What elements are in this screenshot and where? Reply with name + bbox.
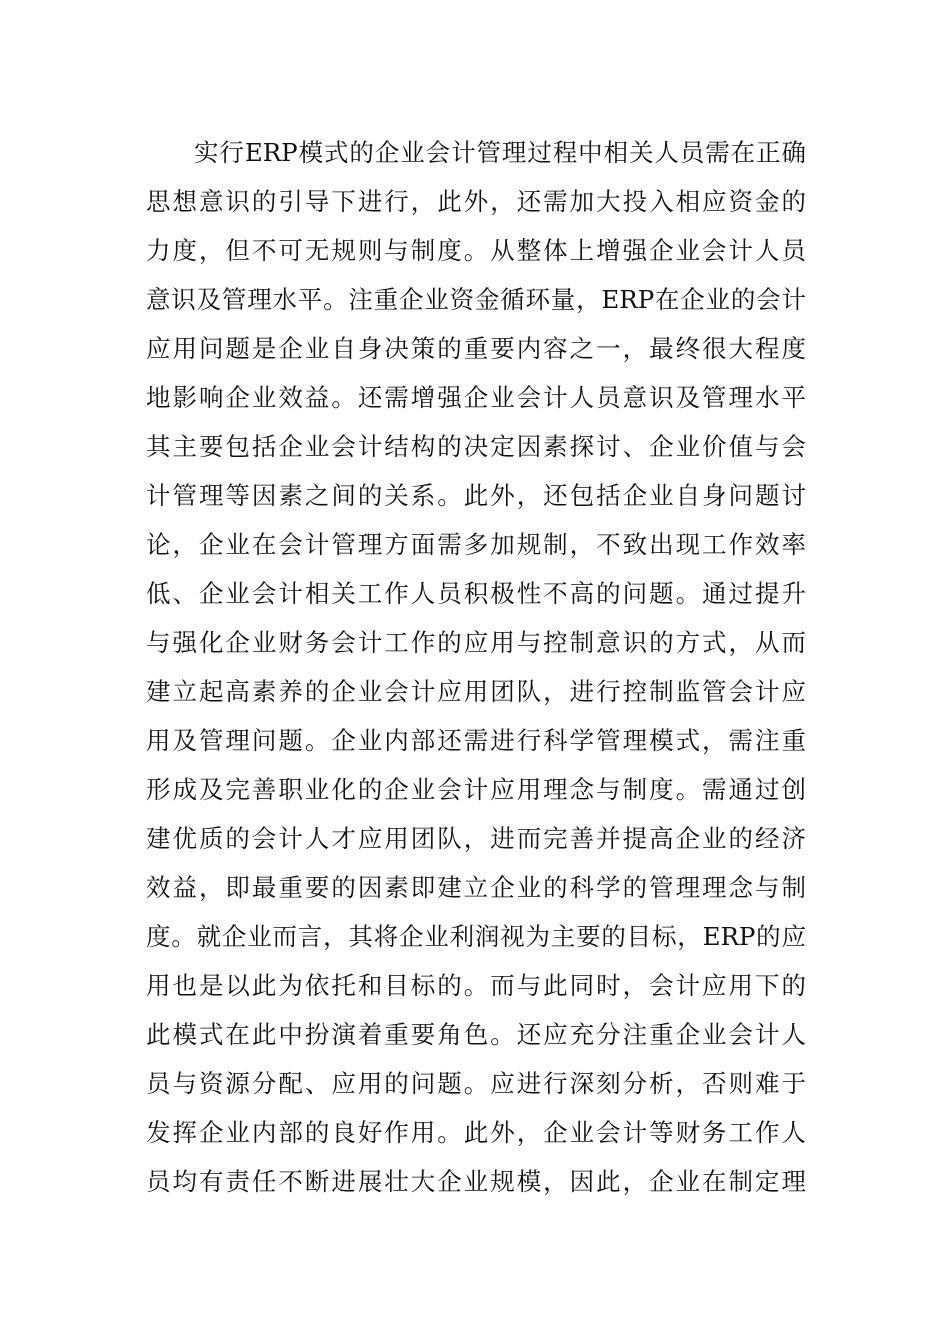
text-line: 用及管理问题。企业内部还需进行科学管理模式，需注重 xyxy=(146,726,806,755)
text-line: 建优质的会计人才应用团队，进而完善并提高企业的经济 xyxy=(146,824,806,853)
text-line: 论，企业在会计管理方面需多加规制，不致出现工作效率 xyxy=(146,530,806,559)
text-line: 低、企业会计相关工作人员积极性不高的问题。通过提升 xyxy=(146,579,806,608)
text-line: 度。就企业而言，其将企业利润视为主要的目标，ERP的应 xyxy=(146,922,806,951)
text-line: 效益，即最重要的因素即建立企业的科学的管理理念与制 xyxy=(146,873,806,902)
text-line: 员均有责任不断进展壮大企业规模，因此，企业在制定理 xyxy=(146,1167,806,1196)
text-line: 与强化企业财务会计工作的应用与控制意识的方式，从而 xyxy=(146,628,806,657)
text-line: 地影响企业效益。还需增强企业会计人员意识及管理水平 xyxy=(146,383,806,412)
text-line: 意识及管理水平。注重企业资金循环量，ERP在企业的会计 xyxy=(146,285,806,314)
text-line: 建立起高素养的企业会计应用团队，进行控制监管会计应 xyxy=(146,677,806,706)
text-line: 发挥企业内部的良好作用。此外，企业会计等财务工作人 xyxy=(146,1118,806,1147)
text-line: 员与资源分配、应用的问题。应进行深刻分析，否则难于 xyxy=(146,1069,806,1098)
text-line: 计管理等因素之间的关系。此外，还包括企业自身问题讨 xyxy=(146,481,806,510)
text-line: 其主要包括企业会计结构的决定因素探讨、企业价值与会 xyxy=(146,432,806,461)
text-line: 实行ERP模式的企业会计管理过程中相关人员需在正确 xyxy=(194,138,806,167)
body-paragraph xyxy=(146,128,806,1206)
text-line: 形成及完善职业化的企业会计应用理念与制度。需通过创 xyxy=(146,775,806,804)
text-line: 此模式在此中扮演着重要角色。还应充分注重企业会计人 xyxy=(146,1020,806,1049)
text-line: 用也是以此为依托和目标的。而与此同时，会计应用下的 xyxy=(146,971,806,1000)
text-line: 力度，但不可无规则与制度。从整体上增强企业会计人员 xyxy=(146,236,806,265)
text-line: 思想意识的引导下进行，此外，还需加大投入相应资金的 xyxy=(146,187,806,216)
text-line: 应用问题是企业自身决策的重要内容之一，最终很大程度 xyxy=(146,334,806,363)
